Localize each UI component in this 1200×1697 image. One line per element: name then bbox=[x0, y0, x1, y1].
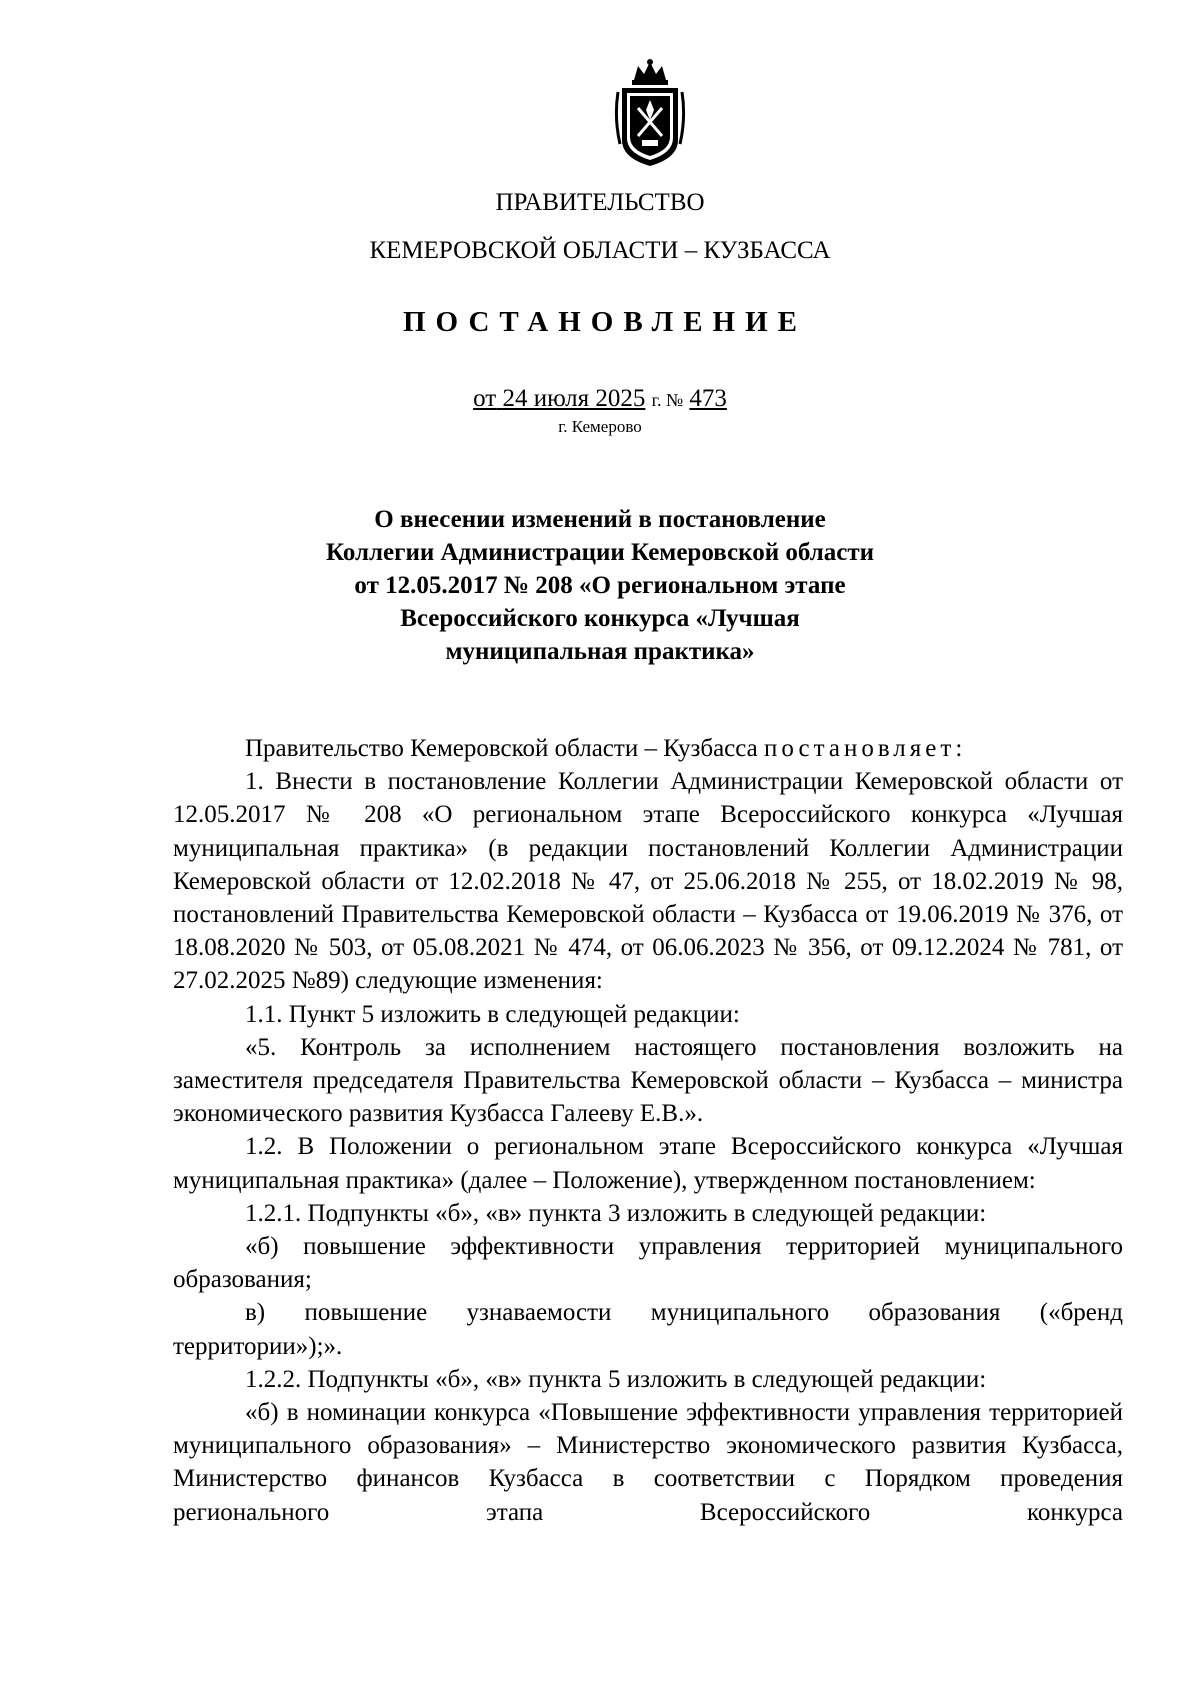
paragraph-1-1: 1.1. Пункт 5 изложить в следующей редакции: bbox=[245, 1000, 740, 1028]
document-date-line bbox=[0, 384, 1200, 415]
paragraph-1-2-2: 1.2.2. Подпункты «б», «в» пункта 5 изложить в следующей редакции: bbox=[245, 1365, 987, 1393]
title-line: Всероссийского конкурса «Лучшая bbox=[400, 605, 800, 632]
paragraph-1: 1. Внести в постановление Коллегии Администрации Кемеровской области от 12.05.2017 № 208 «О региональном этапе Всероссийского конкурса «Лучшая муниципальная практика» (в редакции постановлений Коллегии Администрации Кемеровской области от 12.02.2018 № 47, от 25.06.2018 № 255, от 18.02.2019 № 98, постановлений Правительства Кемеровской области – Кузбасса от 19.06.2019 № 376, от 18.08.2020 № 503, от 05.08.2021 № 474, от 06.06.2023 № 356, от 09.12.2024 № 781, от 27.02.2025 №89) следующие изменения: bbox=[173, 768, 1123, 995]
document-type-heading: ПОСТАНОВЛЕНИЕ bbox=[402, 306, 807, 338]
paragraph-1-2: 1.2. В Положении о региональном этапе Всероссийского конкурса «Лучшая муниципальная практика» (далее – Положение), утвержденном постановлением: bbox=[173, 1133, 1123, 1194]
title-line: от 12.05.2017 № 208 «О региональном этапе bbox=[354, 572, 846, 599]
date-prefix: от 24 июля 2025 bbox=[473, 385, 646, 412]
paragraph-1-1-text: «5. Контроль за исполнением настоящего постановления возложить на заместителя председателя Правительства Кемеровской области – Кузбасса – министра экономического развития Кузбасса Галееву Е.В.». bbox=[173, 1033, 1123, 1128]
paragraph-1-2-1-b: «б) повышение эффективности управления территорией муниципального образования; bbox=[173, 1233, 1123, 1294]
year-number-label: г. № bbox=[651, 390, 684, 410]
document-body bbox=[173, 732, 1123, 1529]
organization-name-line2: КЕМЕРОВСКОЙ ОБЛАСТИ – КУЗБАССА bbox=[369, 237, 831, 264]
paragraph-1-2-1: 1.2.1. Подпункты «б», «в» пункта 3 изложить в следующей редакции: bbox=[245, 1199, 987, 1227]
title-line: О внесении изменений в постановление bbox=[374, 506, 826, 533]
resolve-word: постановляет bbox=[764, 735, 956, 762]
intro-paragraph: Правительство Кемеровской области – Кузбасса постановляет: bbox=[245, 735, 963, 762]
paragraph-1-2-1-v: в) повышение узнаваемости муниципального образования («бренд территории»);». bbox=[173, 1299, 1123, 1360]
city-label: г. Кемерово bbox=[558, 417, 642, 436]
document-title bbox=[250, 503, 950, 668]
title-line: Коллегии Администрации Кемеровской области bbox=[325, 539, 875, 566]
organization-name-line1: ПРАВИТЕЛЬСТВО bbox=[495, 189, 705, 216]
title-line: муниципальная практика» bbox=[445, 638, 755, 665]
paragraph-1-2-2-b: «б) в номинации конкурса «Повышение эффективности управления территорией муниципального образования» – Министерство экономического развития Кузбасса, Министерство финансов Кузбасса в соответствии с Порядком проведения регионального этапа Всероссийского конкурса bbox=[173, 1399, 1123, 1526]
coat-of-arms-emblem bbox=[614, 58, 686, 170]
document-number: 473 bbox=[689, 385, 727, 412]
